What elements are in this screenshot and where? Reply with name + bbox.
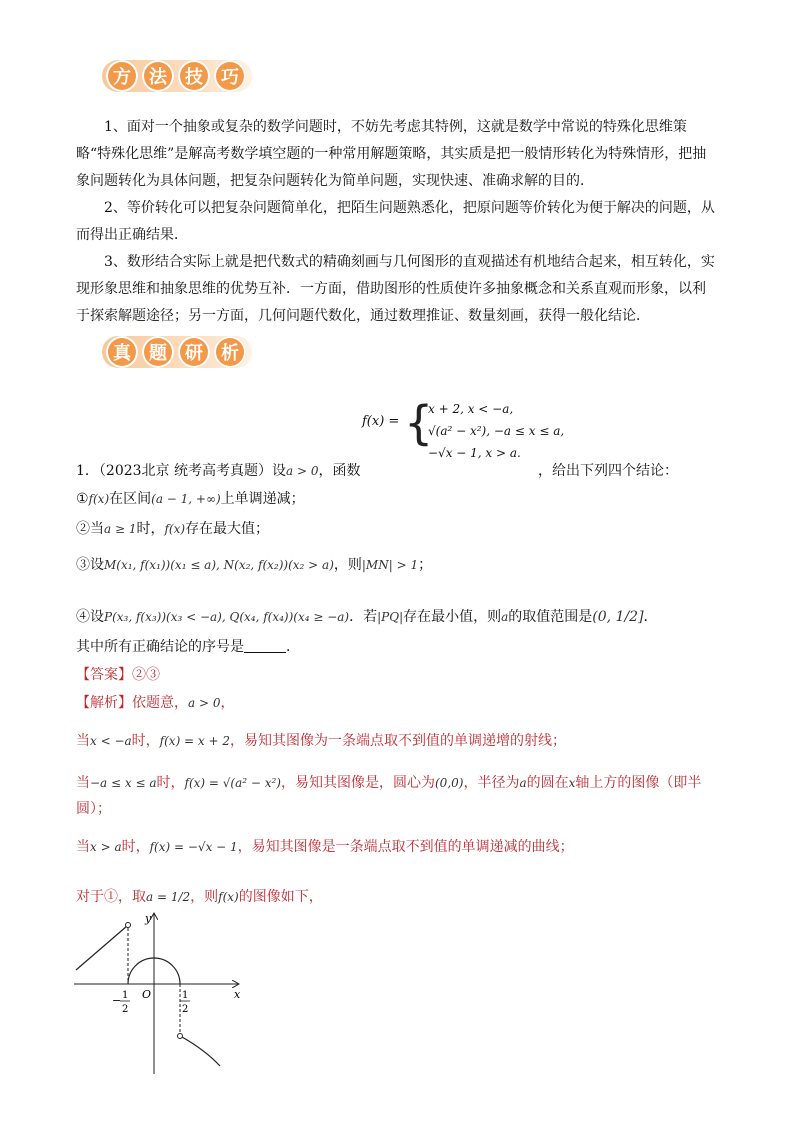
conclusion-2: ②当a ≥ 1时，f(x)存在最大值； [76, 521, 270, 537]
function-graph [70, 908, 250, 1078]
conclusion-1: ①f(x)在区间(a − 1, +∞)上单调递减； [76, 491, 305, 507]
analysis-intro: 【解析】依题意，a > 0， [76, 695, 235, 711]
y-axis-label: y [145, 912, 152, 925]
badge-char: 研 [178, 336, 210, 368]
answer-blank [244, 638, 286, 653]
section-badge-exam [102, 332, 252, 372]
conclusion-4: ④设P(x₃, f(x₃))(x₃ < −a), Q(x₄, f(x₄))(x₄ ≥ −a)．若|PQ|存在最小值，则a的取值范围是(0, 1/2]． [76, 609, 658, 625]
badge-char: 法 [142, 60, 174, 92]
case-1: x + 2, x < −a, [428, 402, 514, 416]
section-badge-method [102, 56, 252, 96]
analysis-line-1: 当x < −a时，f(x) = x + 2，易知其图像为一条端点取不到值的单调递增的射线； [76, 733, 567, 749]
badge-char: 方 [106, 60, 138, 92]
analysis-line-2b: 圆）； [76, 801, 111, 817]
graph-curve-right [182, 1037, 220, 1066]
function-lhs: f(x) = [362, 414, 400, 429]
badge-char: 真 [106, 336, 138, 368]
question-ask: 其中所有正确结论的序号是 ． [76, 639, 300, 655]
case-3: −√x − 1, x > a. [428, 446, 521, 460]
piecewise-brace: { [404, 396, 434, 450]
tip-paragraph-2: 2、等价转化可以把复杂问题简单化，把陌生问题熟悉化，把原问题等价转化为便于解决的问题，从而得出正确结果． [76, 200, 715, 243]
analysis-line-2: 当−a ≤ x ≤ a时，f(x) = √(a² − x²)，易知其图像是，圆心为(0,0)，半径为a的圆在x轴上方的图像（即半 [76, 775, 702, 791]
open-endpoint-left [126, 923, 131, 928]
tick-neg-den: 2 [122, 1004, 129, 1015]
piecewise-cases [428, 398, 564, 464]
graph-ray-left [76, 926, 127, 970]
badge-char: 析 [214, 336, 246, 368]
badge-char: 技 [178, 60, 210, 92]
badge-char: 巧 [214, 60, 246, 92]
tip-paragraph-3: 3、数形结合实际上就是把代数式的精确刻画与几何图形的直观描述有机地结合起来，相互转化，实现形象思维和抽象思维的优势互补．一方面，借助图形的性质使许多抽象概念和关系直观而形象，以利于探索解题途径；另一方面，几何问题代数化，通过数理推证、数量刻画，获得一般化结论． [76, 254, 715, 324]
analysis-line-3: 当x > a时，f(x) = −√x − 1，易知其图像是一条端点取不到值的单调递减的曲线； [76, 839, 574, 855]
answer-line: 【答案】②③ [76, 667, 160, 683]
conclusion-3: ③设M(x₁, f(x₁))(x₁ ≤ a), N(x₂, f(x₂))(x₂ > a)，则|MN| > 1； [76, 557, 433, 573]
open-endpoint-right [178, 1034, 183, 1039]
x-axis-label: x [234, 988, 241, 1001]
tip-paragraph-1: 1、面对一个抽象或复杂的数学问题时，不妨先考虑其特例，这就是数学中常说的特殊化思维策略“特殊化思维”是解高考数学填空题的一种常用解题策略，其实质是把一般情形转化为特殊情形，把抽象问题转化为具体问题，把复杂问题转化为简单问题，实现快速、准确求解的目的． [76, 119, 707, 189]
tick-pos-den: 2 [182, 1004, 189, 1015]
badge-char: 题 [142, 336, 174, 368]
problem-stem-suffix: ，给出下列四个结论： [538, 463, 678, 479]
origin-label: O [142, 988, 152, 1001]
problem-stem: 1．（2023北京 统考高考真题）设a > 0，函数 [76, 463, 361, 479]
case-2: √(a² − x²), −a ≤ x ≤ a, [428, 424, 565, 438]
tick-pos-num: 1 [182, 990, 189, 1001]
analysis-line-4: 对于①，取a = 1/2，则f(x)的图像如下， [76, 889, 323, 905]
tick-neg-sign: − [112, 994, 122, 1007]
tick-neg-num: 1 [122, 990, 129, 1001]
